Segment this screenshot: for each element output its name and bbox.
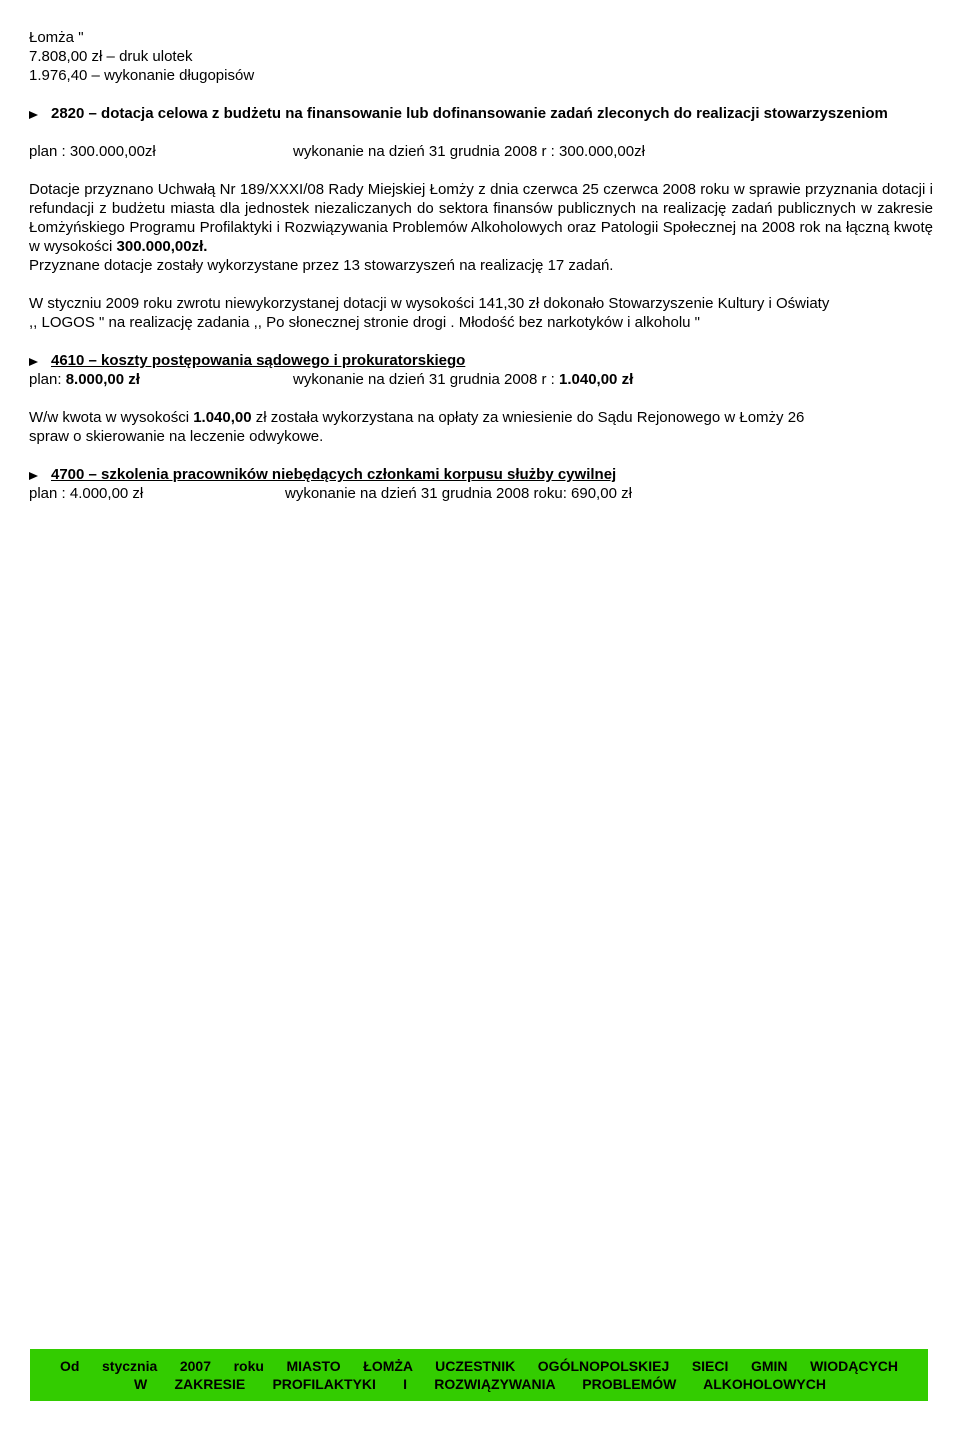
section-4700-plan-row bbox=[29, 484, 933, 503]
section-2820-plan: plan : 300.000,00zł bbox=[29, 143, 156, 160]
section-4700-heading bbox=[29, 465, 933, 484]
section-2820-plan-row bbox=[29, 142, 933, 161]
section-2820-heading-text: 2820 – dotacja celowa z budżetu na finansowanie lub dofinansowanie zadań zleconych do realizacji stowarzyszeniom bbox=[51, 105, 888, 122]
bullet-arrow-icon bbox=[29, 465, 51, 484]
section-4610-plan-row bbox=[29, 370, 933, 389]
section-2820-paragraph-3-line-2: ,, LOGOS " na realizację zadania ,, Po słonecznej stronie drogi . Młodość bez narkotyków i alkoholu " bbox=[29, 314, 700, 331]
section-4610-plan bbox=[29, 370, 293, 389]
footer-line-1: Od stycznia 2007 roku MIASTO ŁOMŻA UCZESTNIK OGÓLNOPOLSKIEJ SIECI GMIN WIODĄCYCH bbox=[60, 1358, 898, 1374]
section-2820-paragraph-3-line-1: W styczniu 2009 roku zwrotu niewykorzystanej dotacji w wysokości 141,30 zł dokonało Stowarzyszenie Kultury i Oświaty bbox=[29, 295, 830, 312]
intro-line-1: Łomża " bbox=[29, 29, 84, 46]
paragraph-prefix: W/w kwota w wysokości bbox=[29, 409, 194, 426]
paragraph-1-text: Dotacje przyznano Uchwałą Nr 189/XXXI/08 Rady Miejskiej Łomży z dnia czerwca 25 czerwca 2008 roku w sprawie przyznania dotacji i refundacji z budżetu miasta dla jednostek niezaliczanych do sektora finansów publicznych na realizację zadań publicznych w zakresie Łomżyńskiego Programu Profilaktyki i Rozwiązywania Problemów Alkoholowych oraz Patologii Społecznej na 2008 rok na łączną kwotę w wysokości bbox=[29, 181, 933, 255]
footer-banner bbox=[30, 1349, 928, 1401]
section-4610-execution bbox=[293, 370, 633, 389]
section-4610-paragraph-line-2: spraw o skierowanie na leczenie odwykowe. bbox=[29, 428, 324, 445]
plan-prefix: plan: bbox=[29, 371, 66, 388]
section-2820-paragraph-2: Przyznane dotacje zostały wykorzystane przez 13 stowarzyszeń na realizację 17 zadań. bbox=[29, 257, 614, 274]
document-page bbox=[29, 28, 933, 503]
paragraph-1-amount: 300.000,00zł. bbox=[116, 238, 208, 255]
section-4610-paragraph-line-1 bbox=[29, 408, 933, 427]
section-4610-heading bbox=[29, 351, 933, 370]
intro-line-3: 1.976,40 – wykonanie długopisów bbox=[29, 67, 255, 84]
bullet-arrow-icon bbox=[29, 104, 51, 123]
section-2820-heading bbox=[29, 104, 933, 123]
paragraph-rest: zł została wykorzystana na opłaty za wniesienie do Sądu Rejonowego w Łomży 26 bbox=[251, 409, 805, 426]
section-2820-paragraph-1 bbox=[29, 180, 933, 256]
bullet-arrow-icon bbox=[29, 351, 51, 370]
intro-line-2: 7.808,00 zł – druk ulotek bbox=[29, 48, 193, 65]
section-4610-heading-text: 4610 – koszty postępowania sądowego i prokuratorskiego bbox=[51, 352, 466, 369]
execution-amount: 1.040,00 zł bbox=[559, 371, 634, 388]
execution-prefix: wykonanie na dzień 31 grudnia 2008 r : bbox=[293, 371, 560, 388]
section-2820-execution: wykonanie na dzień 31 grudnia 2008 r : 300.000,00zł bbox=[293, 143, 645, 160]
paragraph-amount: 1.040,00 bbox=[193, 409, 252, 426]
section-4700-plan: plan : 4.000,00 zł bbox=[29, 485, 144, 502]
section-4700-heading-text: 4700 – szkolenia pracowników niebędących członkami korpusu służby cywilnej bbox=[51, 466, 617, 483]
section-4700-execution: wykonanie na dzień 31 grudnia 2008 roku: 690,00 zł bbox=[285, 485, 632, 502]
footer-line-2: W ZAKRESIE PROFILAKTYKI I ROZWIĄZYWANIA PROBLEMÓW ALKOHOLOWYCH bbox=[134, 1376, 826, 1392]
plan-amount: 8.000,00 zł bbox=[65, 371, 140, 388]
